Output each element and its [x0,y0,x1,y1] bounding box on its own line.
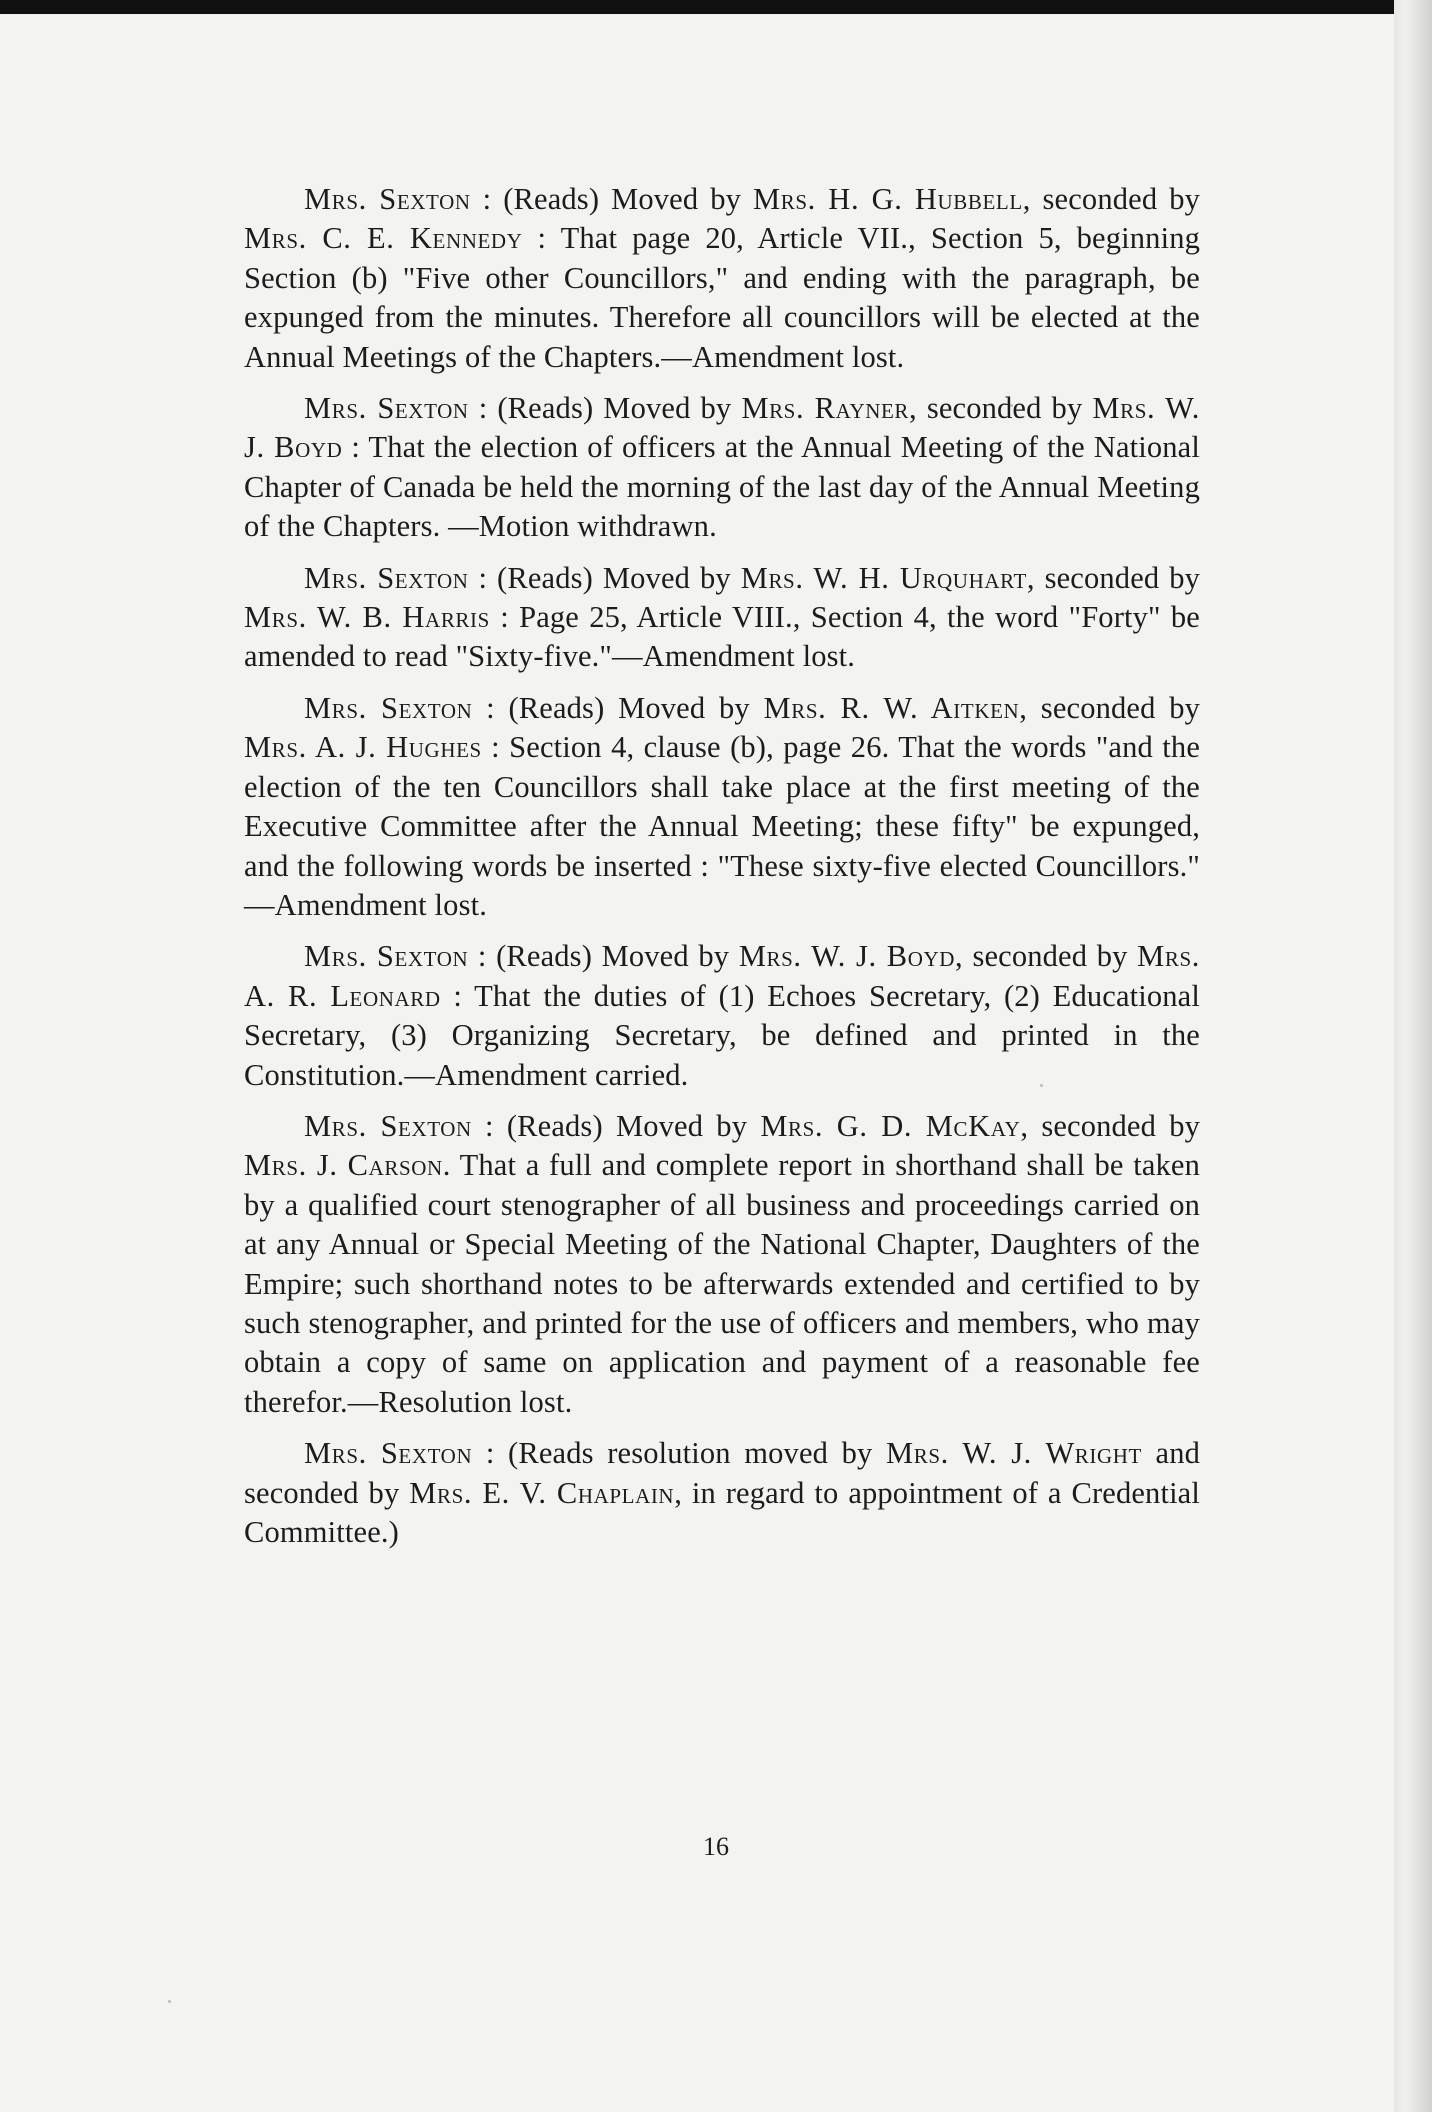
speaker-name: Mrs. Sexton [304,1436,473,1471]
motion-paragraph-7: Mrs. Sexton : (Reads resolution moved by Mrs. W. J. Wright and seconded by Mrs. E. V. Chaplain, in regard to appointment of a Credential Committee.) [244,1436,1201,1549]
motion-paragraph-2: Mrs. Sexton : (Reads) Moved by Mrs. Rayner, seconded by Mrs. W. J. Boyd : That the election of officers at the Annual Meeting of the National Chapter of Canada be held the morning of the last day of the Annual Meeting of the Chapters. —Motion withdrawn. [244,391,1200,544]
seconder-name: Mrs. J. Carson [244,1148,443,1183]
mover-name: Mrs. Rayner [741,391,910,426]
minutes-body [244,180,1200,1564]
mover-name: Mrs. R. W. Aitken [763,690,1020,725]
motion-paragraph-5: Mrs. Sexton : (Reads) Moved by Mrs. W. J. Boyd, seconded by Mrs. A. R. Leonard : That the duties of (1) Echoes Secretary, (2) Educational Secretary, (3) Organizing Secretary, be defined and printed in the Constitution.—Amendment carried. [244,939,1200,1092]
paper-speck [168,2000,171,2003]
page-number: 16 [703,1832,729,1861]
speaker-name: Mrs. Sexton [304,939,469,974]
mover-name: Mrs. W. J. Boyd [738,939,956,974]
scan-top-border [0,0,1432,14]
speaker-name: Mrs. Sexton [304,182,471,216]
mover-name: Mrs. H. G. Hubbell [753,182,1023,216]
speaker-name: Mrs. Sexton [304,1108,472,1143]
motion-paragraph-1: Mrs. Sexton : (Reads) Moved by Mrs. H. G. Hubbell, seconded by Mrs. C. E. Kennedy : That page 20, Article VII., Section 5, beginning Section (b) "Five other Councillors," and ending with the paragraph, be expunged from the minutes. Therefore all councillors will be elected at the Annual Meetings of the Chapters.—Amendment lost. [244,182,1201,374]
seconder-name: Mrs. A. J. Hughes [244,730,482,765]
seconder-name: Mrs. A. R. Leonard [244,939,1200,1013]
mover-name: Mrs. W. J. Wright [886,1436,1142,1471]
seconder-name: Mrs. E. V. Chaplain [409,1475,675,1510]
seconder-name: Mrs. C. E. Kennedy [244,221,523,256]
motion-paragraph-4: Mrs. Sexton : (Reads) Moved by Mrs. R. W. Aitken, seconded by Mrs. A. J. Hughes : Section 4, clause (b), page 26. That the words "and the election of the ten Councillors shall take place at the first meeting of the Executive Committee after the Annual Meeting; these fifty" be expunged, and the following words be inserted : "These sixty-five elected Councillors." —Amendment lost. [244,690,1201,922]
motion-paragraph-6: Mrs. Sexton : (Reads) Moved by Mrs. G. D. McKay, seconded by Mrs. J. Carson. That a full and complete report in shorthand shall be taken by a qualified court stenographer of all business and proceedings carried on at any Annual or Special Meeting of the National Chapter, Daughters of the Empire; such shorthand notes to be afterwards extended and certified to by such stenographer, and printed for the use of officers and members, who may obtain a copy of same on application and payment of a reasonable fee therefor.—Resolution lost. [244,1108,1201,1419]
speaker-name: Mrs. Sexton [304,690,473,725]
speaker-name: Mrs. Sexton [304,391,469,426]
mover-name: Mrs. W. H. Urquhart [740,560,1027,595]
page-edge [1394,0,1432,2112]
mover-name: Mrs. G. D. McKay [760,1108,1021,1143]
seconder-name: Mrs. W. B. Harris [244,600,490,635]
seconder-name: Mrs. W. J. Boyd [244,391,1200,465]
motion-paragraph-3: Mrs. Sexton : (Reads) Moved by Mrs. W. H. Urquhart, seconded by Mrs. W. B. Harris : Page 25, Article VIII., Section 4, the word "Forty" be amended to read "Sixty-five."—Amendment lost. [244,560,1201,674]
speaker-name: Mrs. Sexton [304,560,469,595]
